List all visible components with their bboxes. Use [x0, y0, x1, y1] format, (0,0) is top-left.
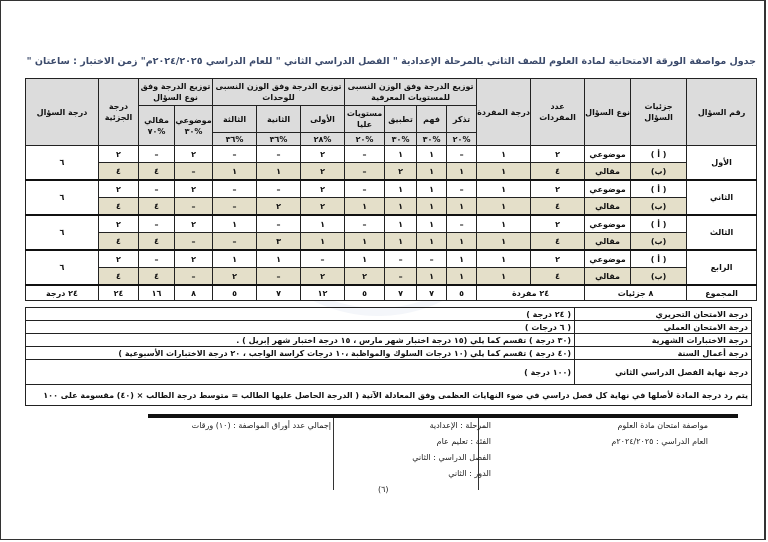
part-score-cell: ٤: [99, 163, 139, 181]
part-label: (ب): [631, 233, 687, 251]
cog-cell: ١: [385, 215, 417, 233]
totals-cog-cell: ٥: [447, 285, 477, 301]
conversion-note: يتم رد درجة المادة لأصلها في نهاية كل فصل دراسي في ضوء النهايات العظمى وفق المعادلة الآتية ( الدرجة الحاصل عليها الطالب = متوسط درجة الطالب × (٤٠) مقسومة على ١٠٠: [26, 385, 752, 406]
cog-cell: –: [417, 250, 447, 268]
unit-cell: –: [213, 233, 257, 251]
grade-row: [26, 360, 752, 385]
type-score-cell: ٢: [175, 250, 213, 268]
cog-cell: –: [447, 146, 477, 163]
question-score: ٦: [26, 250, 99, 285]
totals-parts: ٨ جزئيات: [585, 285, 687, 301]
unit-cell: –: [213, 146, 257, 163]
part-score-cell: ٤: [99, 268, 139, 286]
table-row: [26, 163, 757, 181]
part-label: ( أ ): [631, 146, 687, 163]
footer-stage: المرحلة : الإعدادية: [429, 421, 491, 430]
cog-cell: ٢: [385, 163, 417, 181]
unit-cell: ١: [213, 163, 257, 181]
table-row: [26, 250, 757, 268]
grade-label: درجة أعمال السنة: [575, 347, 752, 360]
item-score-cell: ١: [477, 268, 531, 286]
unit-cell: ٢: [257, 198, 301, 216]
part-score-cell: ٢: [99, 146, 139, 163]
type-score-cell: –: [139, 250, 175, 268]
header-unit-first: الأولى: [301, 106, 345, 133]
count-cell: ٢: [531, 250, 585, 268]
item-score-cell: ١: [477, 163, 531, 181]
header-items-count: عدد المفردات: [531, 79, 585, 146]
cog-cell: –: [345, 146, 385, 163]
unit-cell: ٢: [301, 268, 345, 286]
footer-total-pages: إجمالي عدد أوراق المواصفة : (١٠) ورقات: [191, 421, 331, 430]
table-row: [26, 215, 757, 233]
part-label: (ب): [631, 198, 687, 216]
item-score-cell: ١: [477, 250, 531, 268]
grade-label: درجة الامتحان العملي: [575, 321, 752, 334]
unit-cell: –: [257, 268, 301, 286]
totals-cog-cell: ٧: [417, 285, 447, 301]
totals-cog-cell: ٥: [345, 285, 385, 301]
grade-label: درجة نهاية الفصل الدراسي الثاني: [575, 360, 752, 385]
cog-cell: ١: [447, 268, 477, 286]
type-score-cell: ٤: [139, 268, 175, 286]
pct-apply: %٣٠: [385, 133, 417, 146]
unit-cell: –: [213, 180, 257, 198]
type-score-cell: ٢: [175, 215, 213, 233]
header-remember: تذكر: [447, 106, 477, 133]
part-label: (ب): [631, 268, 687, 286]
pct-unit-third: %٣٦: [213, 133, 257, 146]
totals-cog-cell: ٧: [385, 285, 417, 301]
grade-value: ( ٢٤ درجة ): [26, 308, 575, 321]
cog-cell: ١: [447, 198, 477, 216]
grades-table: [25, 307, 752, 406]
grade-row: [26, 321, 752, 334]
part-label: ( أ ): [631, 250, 687, 268]
type-cell: مقالي: [585, 198, 631, 216]
unit-cell: –: [257, 215, 301, 233]
pct-understand: %٣٠: [417, 133, 447, 146]
header-apply: تطبيق: [385, 106, 417, 133]
header-part-score: درجة الجزئية: [99, 79, 139, 146]
table-row: [26, 180, 757, 198]
totals-part-score: ٢٤: [99, 285, 139, 301]
specification-table: [25, 78, 757, 301]
cog-cell: –: [385, 268, 417, 286]
part-score-cell: ٤: [99, 233, 139, 251]
unit-cell: –: [301, 250, 345, 268]
unit-cell: ١: [301, 215, 345, 233]
header-question-parts: جزئيات السؤال: [631, 79, 687, 146]
item-score-cell: ١: [477, 198, 531, 216]
cog-cell: ١: [345, 233, 385, 251]
cog-cell: ١: [417, 180, 447, 198]
grade-row: [26, 334, 752, 347]
grade-label: درجة الامتحان التحريري: [575, 308, 752, 321]
footer-subject-info: [611, 418, 708, 450]
question-name: الثاني: [687, 180, 757, 215]
type-score-cell: –: [139, 180, 175, 198]
grade-value: (٣٠ درجة ) تقسم كما يلي (١٥ درجة اختبار شهر مارس ، ١٥ درجة اختبار شهر إبريل ) .: [26, 334, 575, 347]
type-cell: مقالي: [585, 233, 631, 251]
header-question-score: درجة السؤال: [26, 79, 99, 146]
type-score-cell: ٢: [175, 146, 213, 163]
unit-cell: ١: [213, 250, 257, 268]
part-score-cell: ٢: [99, 215, 139, 233]
grade-value: (٤٠ درجة ) تقسم كما يلي (١٠ درجات السلوك والمواظبة ،١٠ درجات كراسة الواجب ، ٢٠ درجة الاختبارات الأسبوعية ): [26, 347, 575, 360]
header-type-group: توزيع الدرجة وفق نوع السؤال: [139, 79, 213, 106]
header-question-number: رقم السؤال: [687, 79, 757, 146]
cog-cell: ١: [345, 250, 385, 268]
header-objective: موضوعي %٣٠: [175, 106, 213, 146]
cog-cell: –: [447, 215, 477, 233]
unit-cell: –: [257, 146, 301, 163]
cog-cell: ١: [417, 163, 447, 181]
header-units-group: توزيع الدرجة وفق الوزن النسبى للوحدات: [213, 79, 345, 106]
cog-cell: ١: [385, 146, 417, 163]
note-row: [26, 385, 752, 406]
footer-category: الفئة : تعليم عام: [436, 437, 491, 446]
type-score-cell: –: [175, 198, 213, 216]
grade-row: [26, 308, 752, 321]
count-cell: ٢: [531, 146, 585, 163]
cog-cell: ١: [345, 198, 385, 216]
part-label: ( أ ): [631, 180, 687, 198]
part-score-cell: ٤: [99, 198, 139, 216]
type-score-cell: ٤: [139, 163, 175, 181]
totals-type-cell: ٨: [175, 285, 213, 301]
item-score-cell: ١: [477, 233, 531, 251]
table-row: [26, 198, 757, 216]
footer-year: العام الدراسي : ٢٠٢٤/٢٠٢٥م: [611, 437, 708, 446]
item-score-cell: ١: [477, 215, 531, 233]
page-title: جدول مواصفة الورقة الامتحانية لمادة العلوم للصف الثاني بالمرحلة الإعدادية " الفصل الدراسي الثاني " للعام الدراسي ٢٠٢٤/٢٠٢٥م" زمن الاختبار : ساعتان ": [26, 56, 756, 67]
totals-unit-cell: ٧: [257, 285, 301, 301]
type-score-cell: –: [175, 163, 213, 181]
type-score-cell: –: [139, 146, 175, 163]
footer-pages-info: [192, 418, 331, 434]
type-cell: مقالي: [585, 163, 631, 181]
totals-question-score: ٢٤ درجة: [26, 285, 99, 301]
header-cognitive-group: توزيع الدرجة وفق الوزن النسبى للمستويات المعرفية: [345, 79, 477, 106]
cog-cell: ٢: [345, 268, 385, 286]
header-essay: مقالي %٧٠: [139, 106, 175, 146]
pct-remember: %٢٠: [447, 133, 477, 146]
unit-cell: ١: [257, 250, 301, 268]
cog-cell: ١: [417, 268, 447, 286]
type-cell: موضوعي: [585, 146, 631, 163]
count-cell: ٢: [531, 215, 585, 233]
part-score-cell: ٢: [99, 180, 139, 198]
totals-items: ٢٤ مفردة: [477, 285, 585, 301]
count-cell: ٤: [531, 198, 585, 216]
unit-cell: ٢: [301, 180, 345, 198]
type-score-cell: –: [139, 215, 175, 233]
question-name: الثالث: [687, 215, 757, 250]
type-score-cell: ٤: [139, 198, 175, 216]
unit-cell: ٢: [301, 163, 345, 181]
totals-type-cell: ١٦: [139, 285, 175, 301]
grade-row: [26, 347, 752, 360]
pct-higher-levels: %٢٠: [345, 133, 385, 146]
footer-stage-info: [412, 418, 491, 482]
cog-cell: –: [345, 163, 385, 181]
table-row: [26, 268, 757, 286]
footer-round: الدور : الثاني: [448, 469, 491, 478]
type-cell: موضوعي: [585, 180, 631, 198]
cog-cell: ١: [385, 198, 417, 216]
footer-separator: [333, 418, 334, 490]
cog-cell: –: [345, 180, 385, 198]
grade-value: ( ٦ درجات ): [26, 321, 575, 334]
cog-cell: ١: [447, 233, 477, 251]
count-cell: ٤: [531, 233, 585, 251]
count-cell: ٤: [531, 163, 585, 181]
totals-label: المجموع: [687, 285, 757, 301]
cog-cell: ١: [385, 180, 417, 198]
page-number: (٦): [378, 485, 389, 494]
type-score-cell: –: [175, 268, 213, 286]
cog-cell: –: [447, 180, 477, 198]
unit-cell: ١: [213, 215, 257, 233]
unit-cell: –: [213, 198, 257, 216]
type-cell: موضوعي: [585, 250, 631, 268]
cog-cell: ١: [417, 146, 447, 163]
header-understand: فهم: [417, 106, 447, 133]
type-score-cell: ٤: [139, 233, 175, 251]
question-score: ٦: [26, 215, 99, 250]
type-score-cell: –: [175, 233, 213, 251]
totals-unit-cell: ٥: [213, 285, 257, 301]
item-score-cell: ١: [477, 180, 531, 198]
part-score-cell: ٢: [99, 250, 139, 268]
cog-cell: ١: [417, 233, 447, 251]
totals-unit-cell: ١٢: [301, 285, 345, 301]
question-score: ٦: [26, 180, 99, 215]
question-name: الرابع: [687, 250, 757, 285]
unit-cell: ١: [301, 233, 345, 251]
header-unit-third: الثالثة: [213, 106, 257, 133]
footer-semester: الفصل الدراسي : الثاني: [412, 453, 491, 462]
unit-cell: –: [257, 180, 301, 198]
item-score-cell: ١: [477, 146, 531, 163]
table-row: [26, 146, 757, 163]
unit-cell: ١: [257, 163, 301, 181]
type-score-cell: ٢: [175, 180, 213, 198]
pct-unit-first: %٢٨: [301, 133, 345, 146]
header-unit-second: الثانية: [257, 106, 301, 133]
type-cell: موضوعي: [585, 215, 631, 233]
totals-row: [26, 285, 757, 301]
unit-cell: ٣: [257, 233, 301, 251]
cog-cell: ١: [417, 198, 447, 216]
cog-cell: ١: [385, 233, 417, 251]
count-cell: ٤: [531, 268, 585, 286]
grade-value: (١٠٠ درجة ): [26, 360, 575, 385]
table-row: [26, 233, 757, 251]
unit-cell: ٢: [301, 198, 345, 216]
unit-cell: ٢: [301, 146, 345, 163]
header-higher-levels: مستويات عليا: [345, 106, 385, 133]
unit-cell: ٢: [213, 268, 257, 286]
question-score: ٦: [26, 146, 99, 181]
cog-cell: ١: [447, 163, 477, 181]
cog-cell: ١: [417, 215, 447, 233]
footer-subject: مواصفة امتحان مادة العلوم: [617, 421, 708, 430]
cog-cell: –: [385, 250, 417, 268]
header-item-score: درجة المفردة: [477, 79, 531, 146]
header-question-type: نوع السؤال: [585, 79, 631, 146]
question-name: الأول: [687, 146, 757, 181]
count-cell: ٢: [531, 180, 585, 198]
part-label: ( أ ): [631, 215, 687, 233]
cog-cell: –: [345, 215, 385, 233]
grade-label: درجة الاختبارات الشهرية: [575, 334, 752, 347]
type-cell: مقالي: [585, 268, 631, 286]
part-label: (ب): [631, 163, 687, 181]
pct-unit-second: %٣٦: [257, 133, 301, 146]
cog-cell: ١: [447, 250, 477, 268]
